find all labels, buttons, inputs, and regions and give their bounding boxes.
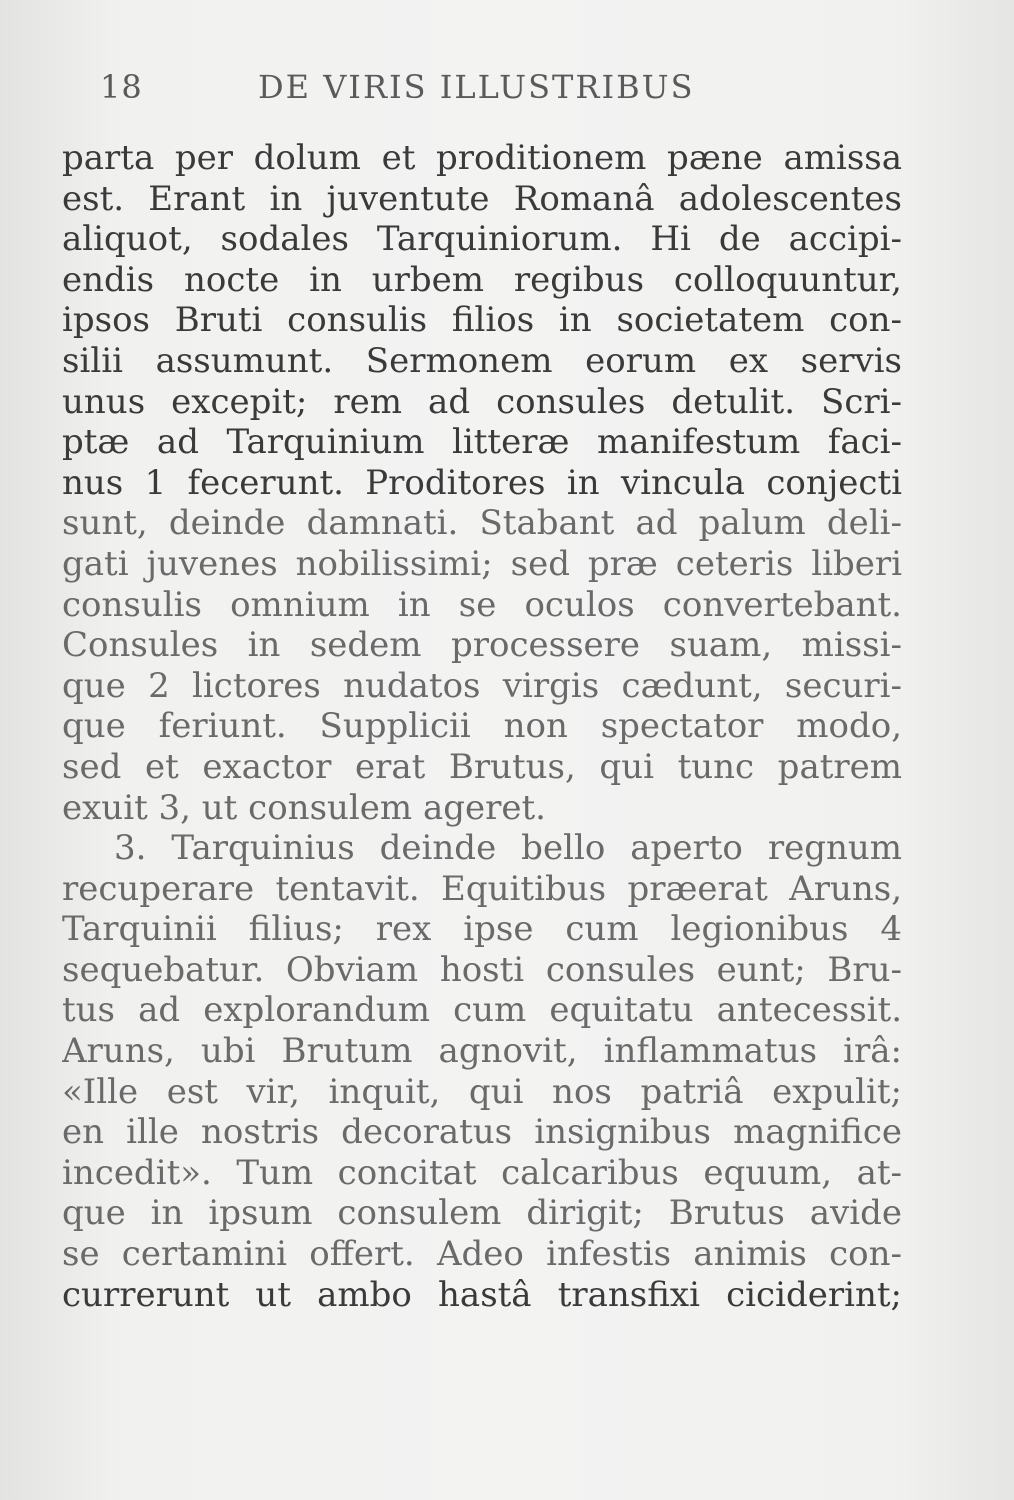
text-line: nus 1 fecerunt. Proditores in vincula conjecti bbox=[62, 462, 902, 503]
text-line: aliquot, sodales Tarquiniorum. Hi de accipi- bbox=[62, 219, 902, 260]
text-line: unus excepit; rem ad consules detulit. Scri- bbox=[62, 381, 902, 422]
text-line: sed et exactor erat Brutus, qui tunc patrem bbox=[62, 746, 902, 787]
text-line: currerunt ut ambo hastâ transfixi ciciderint; bbox=[62, 1274, 902, 1315]
body-text bbox=[62, 138, 902, 1315]
text-line: en ille nostris decoratus insignibus magnifice bbox=[62, 1112, 902, 1153]
text-line: parta per dolum et proditionem pæne amissa bbox=[62, 138, 902, 178]
text-line: se certamini offert. Adeo infestis animis con- bbox=[62, 1234, 902, 1275]
running-head bbox=[100, 68, 700, 108]
text-line: Aruns, ubi Brutum agnovit, inflammatus irâ: bbox=[62, 1031, 902, 1072]
text-line: consulis omnium in se oculos convertebant. bbox=[62, 584, 902, 625]
section-start-line: 3. Tarquinius deinde bello aperto regnum bbox=[114, 828, 902, 869]
text-line: que feriunt. Supplicii non spectator modo, bbox=[62, 706, 902, 747]
text-line: exuit 3, ut consulem ageret. bbox=[62, 787, 546, 828]
text-line: silii assumunt. Sermonem eorum ex servis bbox=[62, 340, 902, 381]
text-line: que 2 lictores nudatos virgis cædunt, securi- bbox=[62, 665, 902, 706]
text-line: ptæ ad Tarquinium litteræ manifestum faci- bbox=[62, 422, 902, 463]
text-line: Consules in sedem processere suam, missi- bbox=[62, 625, 902, 666]
text-line: sequebatur. Obviam hosti consules eunt; Bru- bbox=[62, 949, 902, 990]
text-line: recuperare tentavit. Equitibus præerat Aruns, bbox=[62, 868, 902, 909]
text-line: endis nocte in urbem regibus colloquuntur, bbox=[62, 259, 902, 300]
text-line: «Ille est vir, inquit, qui nos patriâ expulit; bbox=[62, 1071, 902, 1112]
text-line: incedit». Tum concitat calcaribus equum, at- bbox=[62, 1152, 902, 1193]
text-line: sunt, deinde damnati. Stabant ad palum deli- bbox=[62, 503, 902, 544]
text-line: gati juvenes nobilissimi; sed præ ceteris liberi bbox=[62, 543, 902, 584]
text-line: Tarquinii filius; rex ipse cum legionibus 4 bbox=[62, 909, 902, 950]
page-number: 18 bbox=[100, 68, 143, 106]
text-line: que in ipsum consulem dirigit; Brutus avide bbox=[62, 1193, 902, 1234]
text-line: tus ad explorandum cum equitatu antecessit. bbox=[62, 990, 902, 1031]
text-line: ipsos Bruti consulis filios in societatem con- bbox=[62, 300, 902, 341]
book-title: DE VIRIS ILLUSTRIBUS bbox=[258, 68, 695, 106]
text-line: est. Erant in juventute Romanâ adolescentes bbox=[62, 178, 902, 219]
